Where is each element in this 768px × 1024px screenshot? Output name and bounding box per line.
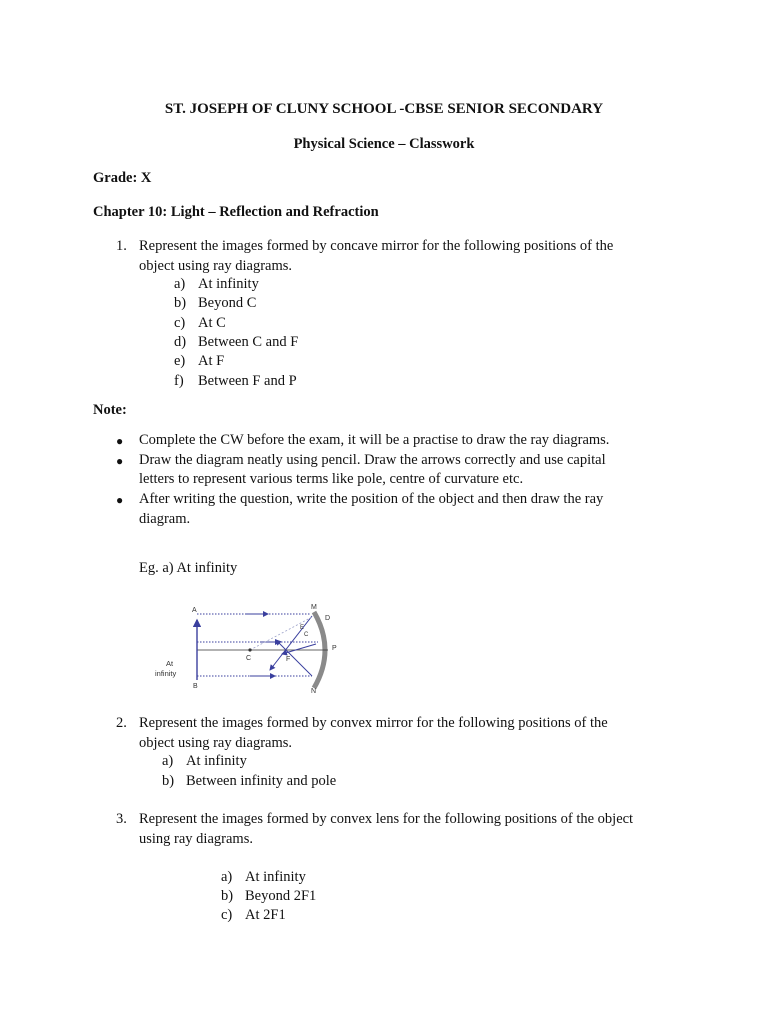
option-text: Between infinity and pole	[186, 773, 337, 789]
question-text-line2: object using ray diagrams.	[139, 735, 293, 751]
centre-point	[248, 648, 251, 651]
subject-title: Physical Science – Classwork	[293, 136, 475, 152]
school-name: ST. JOSEPH OF CLUNY SCHOOL -CBSE SENIOR SECONDARY	[164, 101, 604, 117]
chapter-title: Chapter 10: Light – Reflection and Refraction	[93, 204, 379, 220]
option-label: b)	[174, 295, 187, 311]
grade-label: Grade: X	[93, 170, 152, 186]
option-text: Between F and P	[198, 373, 297, 389]
label-A: A	[192, 607, 197, 614]
option-label: a)	[174, 276, 186, 292]
option-text: At C	[198, 315, 226, 331]
option-text: At 2F1	[245, 907, 286, 923]
example-caption: Eg. a) At infinity	[139, 560, 238, 576]
option-label: c)	[174, 315, 186, 331]
option-label: c)	[221, 907, 233, 923]
question-text-line1: Represent the images formed by concave mirror for the following positions of the	[139, 238, 614, 254]
label-C: C	[246, 655, 252, 662]
option-label: e)	[174, 353, 186, 369]
ray-diagram	[150, 598, 350, 694]
option-text: At infinity	[198, 276, 259, 292]
label-at: At	[166, 659, 174, 668]
question-text-line1: Represent the images formed by convex mirror for the following positions of the	[139, 715, 608, 731]
bullet-icon: ●	[116, 434, 124, 448]
question-text-line1: Represent the images formed by convex lens for the following positions of the object	[139, 811, 634, 827]
label-P: P	[332, 645, 337, 652]
option-label: f)	[174, 373, 184, 389]
label-M: M	[311, 604, 317, 611]
label-D: D	[325, 615, 331, 622]
label-C2: C	[304, 632, 309, 638]
option-text: Between C and F	[198, 334, 299, 350]
question-number: 3.	[116, 811, 127, 827]
reflected-ray-3	[276, 640, 312, 676]
option-label: a)	[162, 753, 174, 769]
note-bullet-text: letters to represent various terms like pole, centre of curvature etc.	[139, 471, 524, 487]
option-text: At infinity	[245, 869, 306, 885]
question-text-line2: using ray diagrams.	[139, 831, 253, 847]
reflected-ray-2	[282, 644, 316, 654]
note-bullet-text: Draw the diagram neatly using pencil. Draw the arrows correctly and use capital	[139, 452, 606, 468]
question-number: 1.	[116, 238, 127, 254]
note-bullet-text: Complete the CW before the exam, it will be a practise to draw the ray diagrams.	[139, 432, 610, 448]
label-infinity: infinity	[155, 669, 177, 678]
label-E: E	[300, 625, 305, 631]
option-text: At F	[198, 353, 225, 369]
option-label: b)	[221, 888, 234, 904]
option-label: a)	[221, 869, 233, 885]
option-text: At infinity	[186, 753, 247, 769]
question-text-line2: object using ray diagrams.	[139, 258, 293, 274]
option-text: Beyond 2F1	[245, 888, 317, 904]
bullet-icon: ●	[116, 493, 124, 507]
bullet-icon: ●	[116, 454, 124, 468]
note-heading: Note:	[93, 402, 127, 418]
option-label: b)	[162, 773, 175, 789]
note-bullet-text: After writing the question, write the position of the object and then draw the ray	[139, 491, 604, 507]
option-label: d)	[174, 334, 187, 350]
option-text: Beyond C	[198, 295, 257, 311]
question-number: 2.	[116, 715, 127, 731]
label-N: N	[311, 688, 317, 694]
reflected-ray-1	[270, 616, 312, 670]
note-bullet-text: diagram.	[139, 511, 191, 527]
label-F: F	[286, 656, 291, 663]
label-B: B	[193, 683, 198, 690]
